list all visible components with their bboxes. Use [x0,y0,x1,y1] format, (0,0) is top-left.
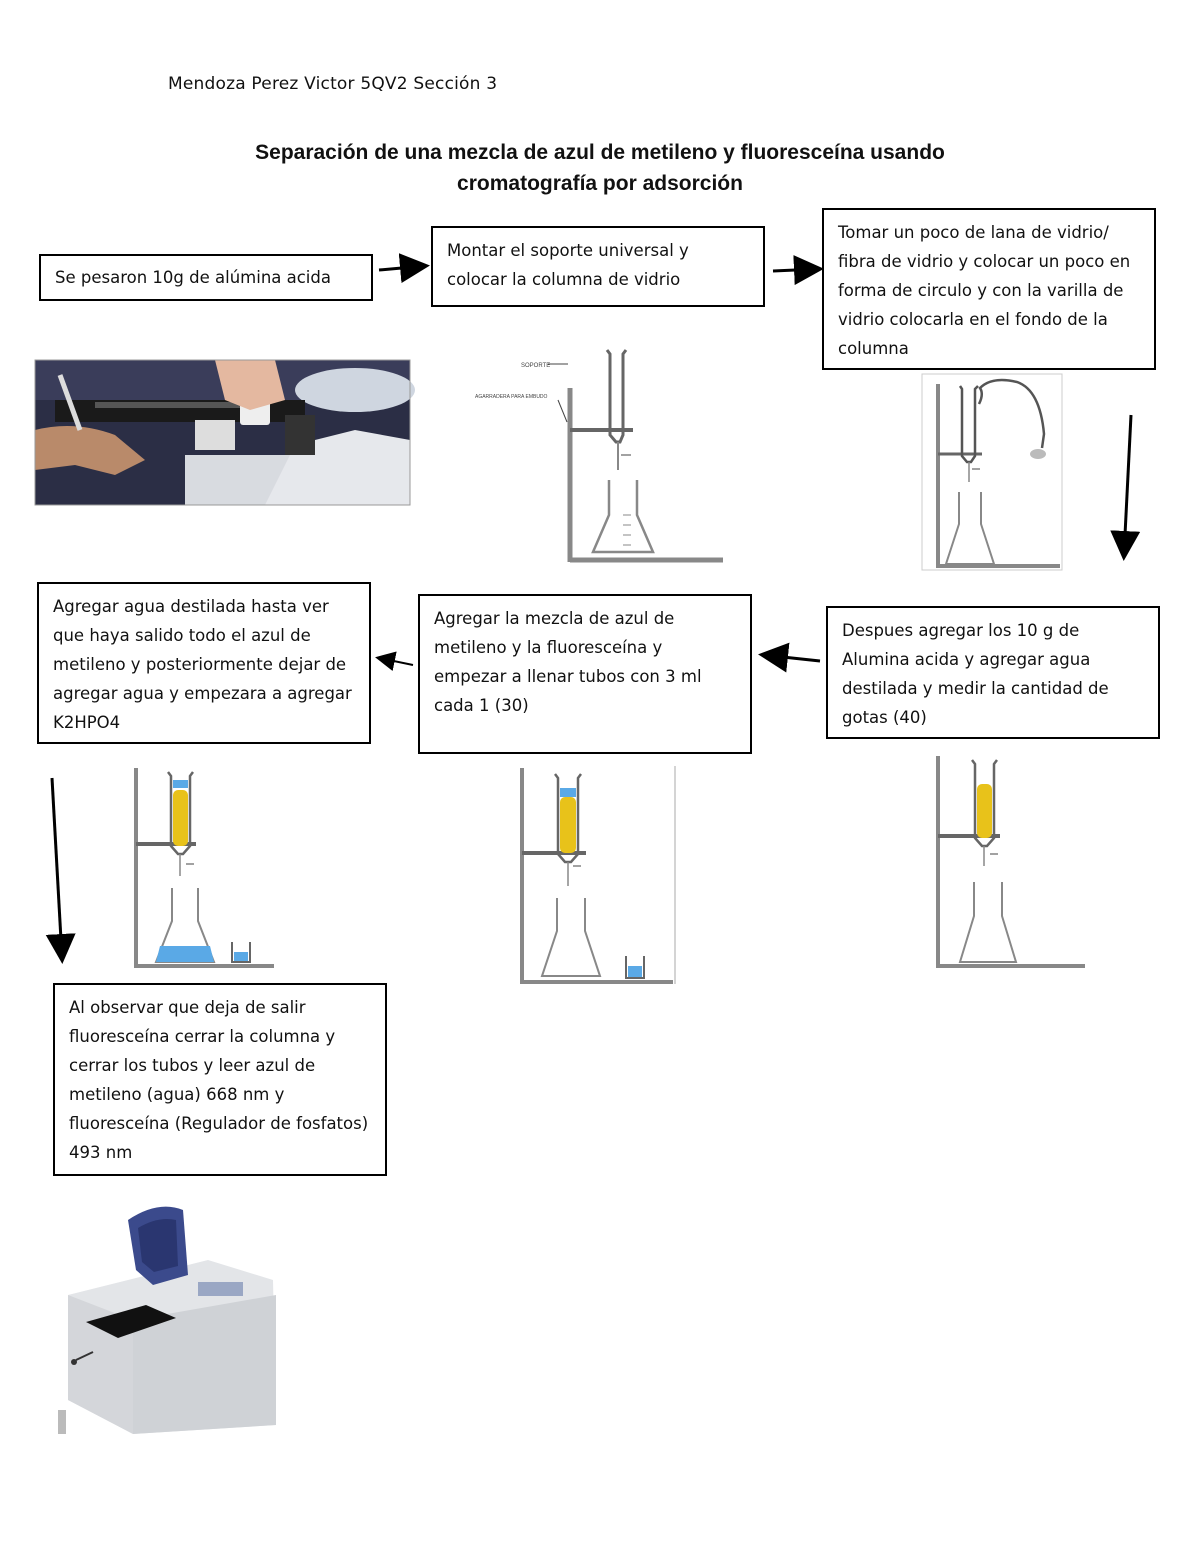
step-2-box: Montar el soporte universal y colocar la columna de vidrio [431,226,765,307]
arrow-3-to-4 [1124,415,1131,555]
glass-wool-figure [922,374,1062,570]
step-5-box: Agregar la mezcla de azul de metileno y la fluoresceína y empezar a llenar tubos con 3 ml cada 1 (30) [418,594,752,754]
label-soporte: SOPORTE [521,363,551,369]
elution-column-figure [128,766,278,971]
spectrophotometer-image [58,1200,278,1434]
mixture-column-figure [518,766,678,986]
arrow-6-to-7 [52,778,62,958]
author-line: Mendoza Perez Victor 5QV2 Sección 3 [168,74,498,94]
alumina-column-figure [930,754,1090,970]
step-3-box: Tomar un poco de lana de vidrio/ fibra de vidrio y colocar un poco en forma de circulo y con la varilla de vidrio colocarla en el fondo de la columna [822,208,1156,370]
step-6-box: Agregar agua destilada hasta ver que haya salido todo el azul de metileno y posteriormente dejar de agregar agua y empezara a agregar K2HPO4 [37,582,371,744]
page-title-line-1: Separación de una mezcla de azul de metileno y fluoresceína usando [255,141,945,164]
step-1-box: Se pesaron 10g de alúmina acida [39,254,373,301]
balance-photo [35,360,410,505]
label-agarradera: AGARRADERA PARA EMBUDO [475,394,548,400]
arrow-4-to-5 [764,655,820,661]
arrow-1-to-2 [379,266,424,270]
stand-setup-figure [473,340,728,570]
arrow-5-to-6 [379,658,413,665]
arrow-2-to-3 [773,269,818,271]
step-7-box: Al observar que deja de salir fluoresceína cerrar la columna y cerrar los tubos y leer azul de metileno (agua) 668 nm y fluoresceína (Regulador de fosfatos) 493 nm [53,983,387,1176]
step-4-box: Despues agregar los 10 g de Alumina acida y agregar agua destilada y medir la cantidad de gotas (40) [826,606,1160,739]
page-title-line-2: cromatografía por adsorción [457,172,743,195]
